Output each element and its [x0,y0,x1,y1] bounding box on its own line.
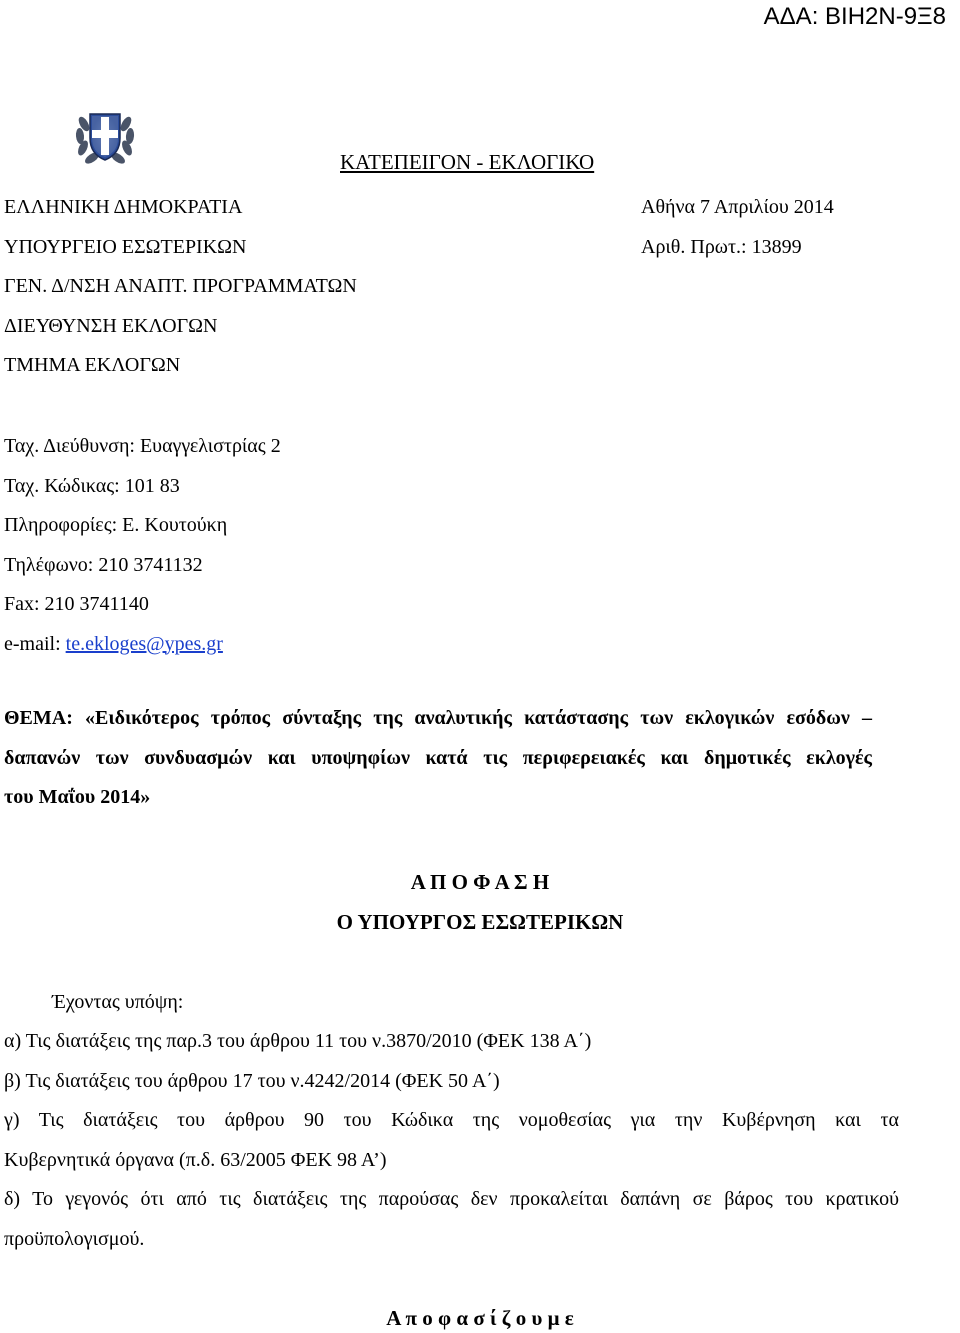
ada-code: ΑΔΑ: ΒΙΗ2Ν-9Ξ8 [763,3,946,30]
authority-line: ΔΙΕΥΘΥΝΣΗ ΕΚΛΟΓΩΝ [4,314,218,337]
greek-coat-of-arms-emblem [70,100,140,170]
email-label: e-mail: [4,632,66,655]
fax-number: Fax: 210 3741140 [4,593,149,615]
issuing-authority [4,193,357,391]
urgency-heading: ΚΑΤΕΠΕΙΓΟΝ - ΕΚΛΟΓΙΚΟ [340,150,595,174]
legal-basis-item: δ) Το γεγονός ότι από τις διατάξεις της παρούσας δεν προκαλείται δαπάνη σε βάρος του κρατικού [4,1188,899,1210]
protocol-number: Αριθ. Πρωτ.: 13899 [641,235,802,258]
email-line [4,630,281,670]
date-and-protocol [641,193,834,272]
authority-line: ΤΜΗΜΑ ΕΚΛΟΓΩΝ [4,354,181,376]
considering-label: Έχοντας υπόψη: [52,991,184,1013]
legal-basis-item-continued: Κυβερνητικά όργανα (π.δ. 63/2005 ΦΕΚ 98 Α’) [4,1148,387,1171]
postal-address: Ταχ. Διεύθυνση: Ευαγγελιστρίας 2 [4,435,281,457]
authority-line: ΓΕΝ. Δ/ΝΣΗ ΑΝΑΠΤ. ΠΡΟΓΡΑΜΜΑΤΩΝ [4,275,357,297]
subject-block [4,704,872,823]
contact-details [4,432,281,669]
email-link[interactable]: te.ekloges@ypes.gr [65,632,223,655]
minister-title: Ο ΥΠΟΥΡΓΟΣ ΕΣΩΤΕΡΙΚΩΝ [336,910,624,934]
subject-line: του Μαΐου 2014» [4,786,151,808]
legal-basis-item-continued: προϋπολογισμού. [4,1227,145,1250]
decision-title: Α Π Ο Φ Α Σ Η [410,870,550,894]
subject-line: ΘΕΜΑ: «Ειδικότερος τρόπος σύνταξης της αναλυτικής κατάστασης των εκλογικών εσόδων – [4,707,872,729]
postal-code: Ταχ. Κώδικας: 101 83 [4,474,180,497]
legal-basis-item: α) Τις διατάξεις της παρ.3 του άρθρου 11 του ν.3870/2010 (ΦΕΚ 138 Α΄) [4,1030,592,1052]
legal-basis-item: β) Τις διατάξεις του άρθρου 17 του ν.4242/2014 (ΦΕΚ 50 Α΄) [4,1069,500,1092]
authority-line: ΕΛΛΗΝΙΚΗ ΔΗΜΟΚΡΑΤΙΑ [4,196,243,218]
contact-person: Πληροφορίες: Ε. Κουτούκη [4,514,228,536]
subject-line: δαπανών των συνδυασμών και υποψηφίων κατά τις περιφερειακές και δημοτικές εκλογές [4,746,872,769]
legal-basis-item: γ) Τις διατάξεις του άρθρου 90 του Κώδικα της νομοθεσίας για την Κυβέρνηση και τα [4,1109,899,1131]
phone-number: Τηλέφωνο: 210 3741132 [4,553,203,576]
we-decide-heading: Α π ο φ α σ ί ζ ο υ μ ε [386,1306,574,1330]
legal-basis-list [4,1027,899,1264]
document-date: Αθήνα 7 Απριλίου 2014 [641,196,834,218]
authority-line: ΥΠΟΥΡΓΕΙΟ ΕΣΩΤΕΡΙΚΩΝ [4,235,247,258]
